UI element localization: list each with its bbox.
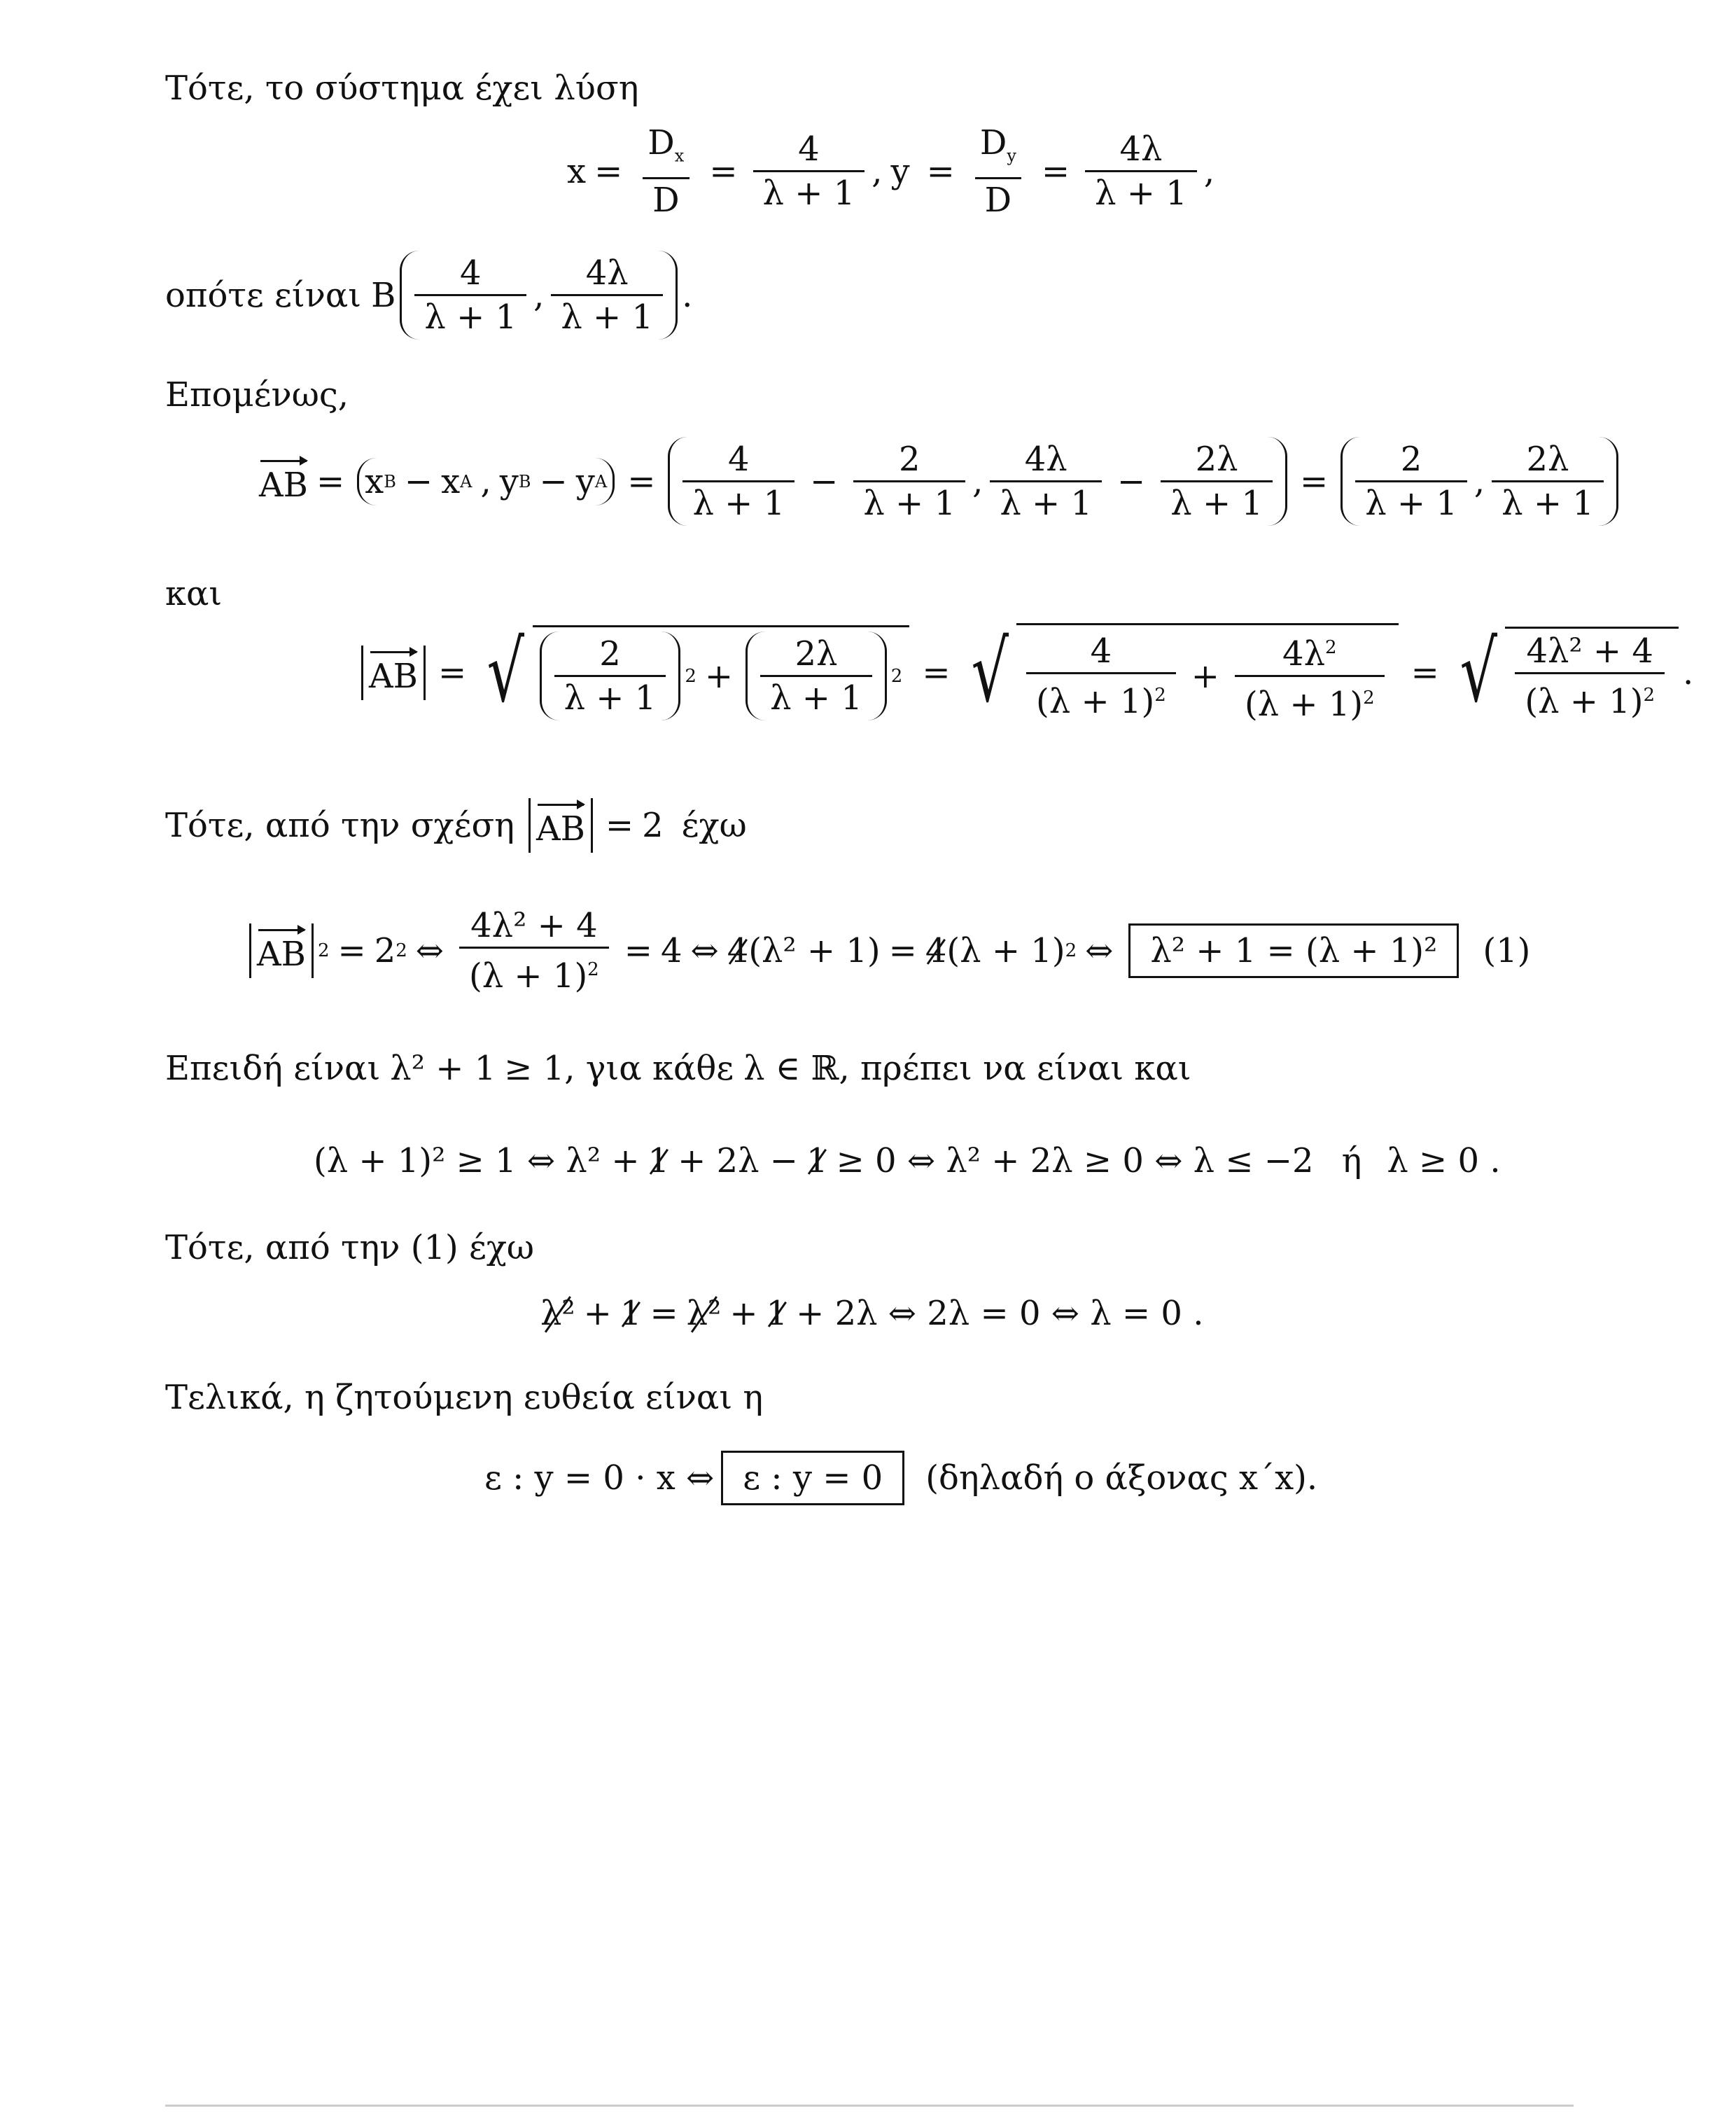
text-line-since: Επειδή είναι λ² + 1 ≥ 1 , για κάθε λ ∈ ℝ , πρέπει να είναι και: [165, 1049, 1191, 1088]
boxed-final-answer: ε : y = 0: [721, 1451, 904, 1505]
fraction-dy-over-d: $\frac{D_y}{D}$: [970, 125, 1026, 218]
text-line-finally: Τελικά, η ζητούμενη ευθεία είναι η: [165, 1378, 764, 1417]
equation-magnitude-ab: AB = √ $\frac{2}{\lambda + 1}$ 2 + $\frac{2\lambda}{\lambda + 1}$ 2 = √ $\frac{4}{(\lambda + 1)^2}$ + $\frac{4\lambda^2}{(\lambda + 1)^2}$ = √ $\frac{\text{4λ² + 4}}{(\lambda + 1)^2}$ .: [357, 623, 1693, 723]
fraction-4lambda-over-lambda-plus-1: $\frac{4\lambda}{\lambda + 1}$: [1085, 131, 1197, 211]
equation-chain-1: AB 2 = 2 2 ⇔ $\frac{\text{4λ² + 4}}{(\lambda + 1)^2}$ = 4 ⇔ 4 (λ² + 1) = 4 (λ + 1) 2 ⇔ λ² + 1 = (λ + 1)² (1): [245, 907, 1530, 994]
equation-solve-lambda: λ² + 1 = λ² + 1 + 2λ ⇔ 2λ = 0 ⇔ λ = 0 .: [540, 1294, 1204, 1333]
equation-point-b: οπότε είναι B $\frac{4}{\lambda + 1}$ , $\frac{4\lambda}{\lambda + 1}$ .: [165, 251, 692, 340]
text-line-relation-ab-equals-2: Τότε, από την σχέση AB = 2 έχω: [165, 798, 747, 853]
boxed-equation-1: λ² + 1 = (λ + 1)²: [1128, 923, 1459, 978]
equation-final-line: ε : y = 0 · x ⇔ ε : y = 0 (δηλαδή ο άξονας x΄x).: [484, 1451, 1317, 1505]
text-line-and: και: [165, 574, 223, 613]
fraction-dx-over-d: $\frac{D_x}{D}$: [638, 125, 694, 218]
inequality-chain: (λ + 1)² ≥ 1 ⇔ λ² + 1 + 2λ − 1 ≥ 0 ⇔ λ² + 2λ ≥ 0 ⇔ λ ≤ −2 ή λ ≥ 0 .: [314, 1141, 1501, 1180]
text-line-therefore: Επομένως,: [165, 375, 349, 414]
equation-label-1: (1): [1483, 931, 1531, 970]
text-line-system-solution: Τότε, το σύστημα έχει λύση: [165, 69, 639, 108]
fraction-4-over-lambda-plus-1: $\frac{4}{\lambda + 1}$: [753, 131, 865, 211]
vector-ab: AB: [259, 459, 308, 505]
equation-vector-ab: AB = x B − x A , y B − y A = $\frac{4}{\lambda + 1}$ − $\frac{2}{\lambda + 1}$ , $\frac{4\lambda}{\lambda + 1}$ − $\frac{2\lambda}{\lambda + 1}$ = $\frac{2}{\lambda + 1}$ , $\frac{2\lambda}{\lambda + 1}$: [259, 437, 1623, 526]
text-line-from-1: Τότε, από την (1) έχω: [165, 1228, 535, 1267]
equation-solution-xy: x = $\frac{D_x}{D}$ = $\frac{4}{\lambda + 1}$ , y = $\frac{D_y}{D}$ = $\frac{4\lambda}{\lambda + 1}$ ,: [567, 123, 1215, 220]
point-b-coordinates: $\frac{4}{\lambda + 1}$ , $\frac{4\lambda}{\lambda + 1}$: [400, 251, 678, 340]
footer-rule: [165, 2105, 1574, 2107]
var-x: x: [567, 151, 587, 191]
